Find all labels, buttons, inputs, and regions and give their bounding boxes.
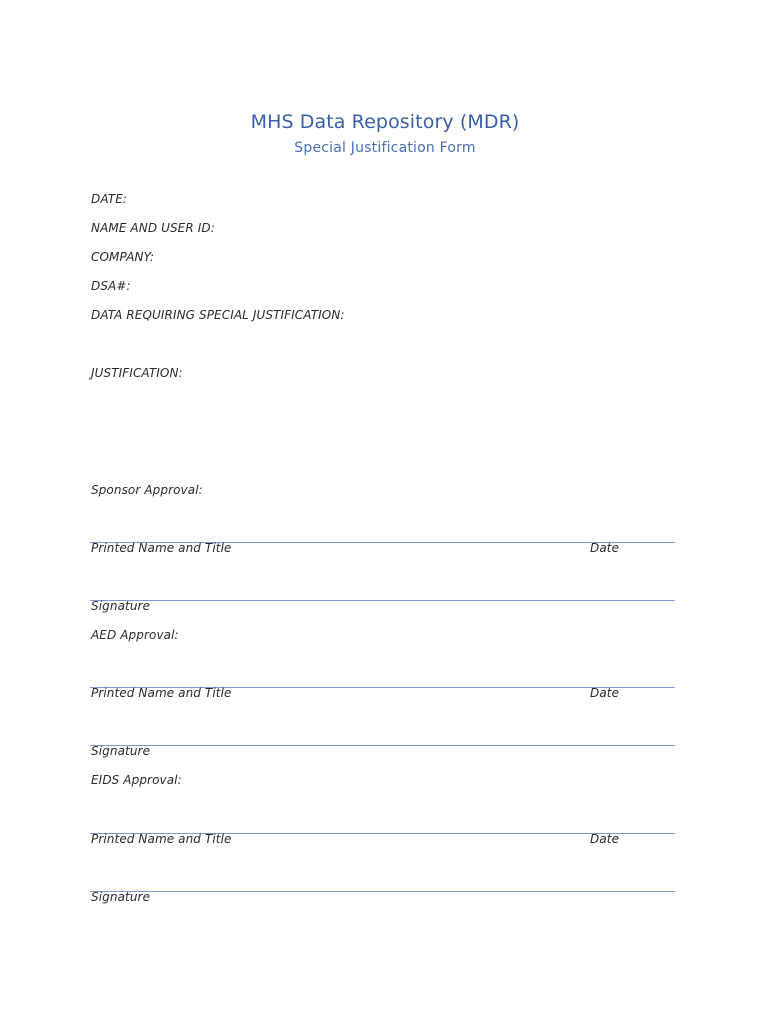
date-field-label: DATE: [91,192,128,206]
name-user-id-field-label: NAME AND USER ID: [91,221,215,235]
sponsor-signature-line[interactable] [90,600,675,601]
sponsor-printed-name-label: Printed Name and Title [91,541,232,555]
sponsor-date-label: Date [590,541,620,555]
sponsor-approval-heading: Sponsor Approval: [91,483,203,497]
eids-signature-label: Signature [91,890,151,904]
eids-printed-name-label: Printed Name and Title [91,832,232,846]
eids-approval-heading: EIDS Approval: [91,773,182,787]
data-requiring-field-label: DATA REQUIRING SPECIAL JUSTIFICATION: [91,308,345,322]
page-title: MHS Data Repository (MDR) [250,111,520,133]
aed-signature-label: Signature [91,744,151,758]
aed-printed-name-label: Printed Name and Title [91,686,232,700]
eids-signature-line[interactable] [90,891,675,892]
justification-field-label: JUSTIFICATION: [91,366,183,380]
aed-signature-line[interactable] [90,745,675,746]
company-field-label: COMPANY: [91,250,155,264]
dsa-field-label: DSA#: [91,279,131,293]
sponsor-signature-label: Signature [91,599,151,613]
page-subtitle: Special Justification Form [294,140,476,156]
aed-date-label: Date [590,686,620,700]
aed-approval-heading: AED Approval: [91,628,179,642]
eids-date-label: Date [590,832,620,846]
